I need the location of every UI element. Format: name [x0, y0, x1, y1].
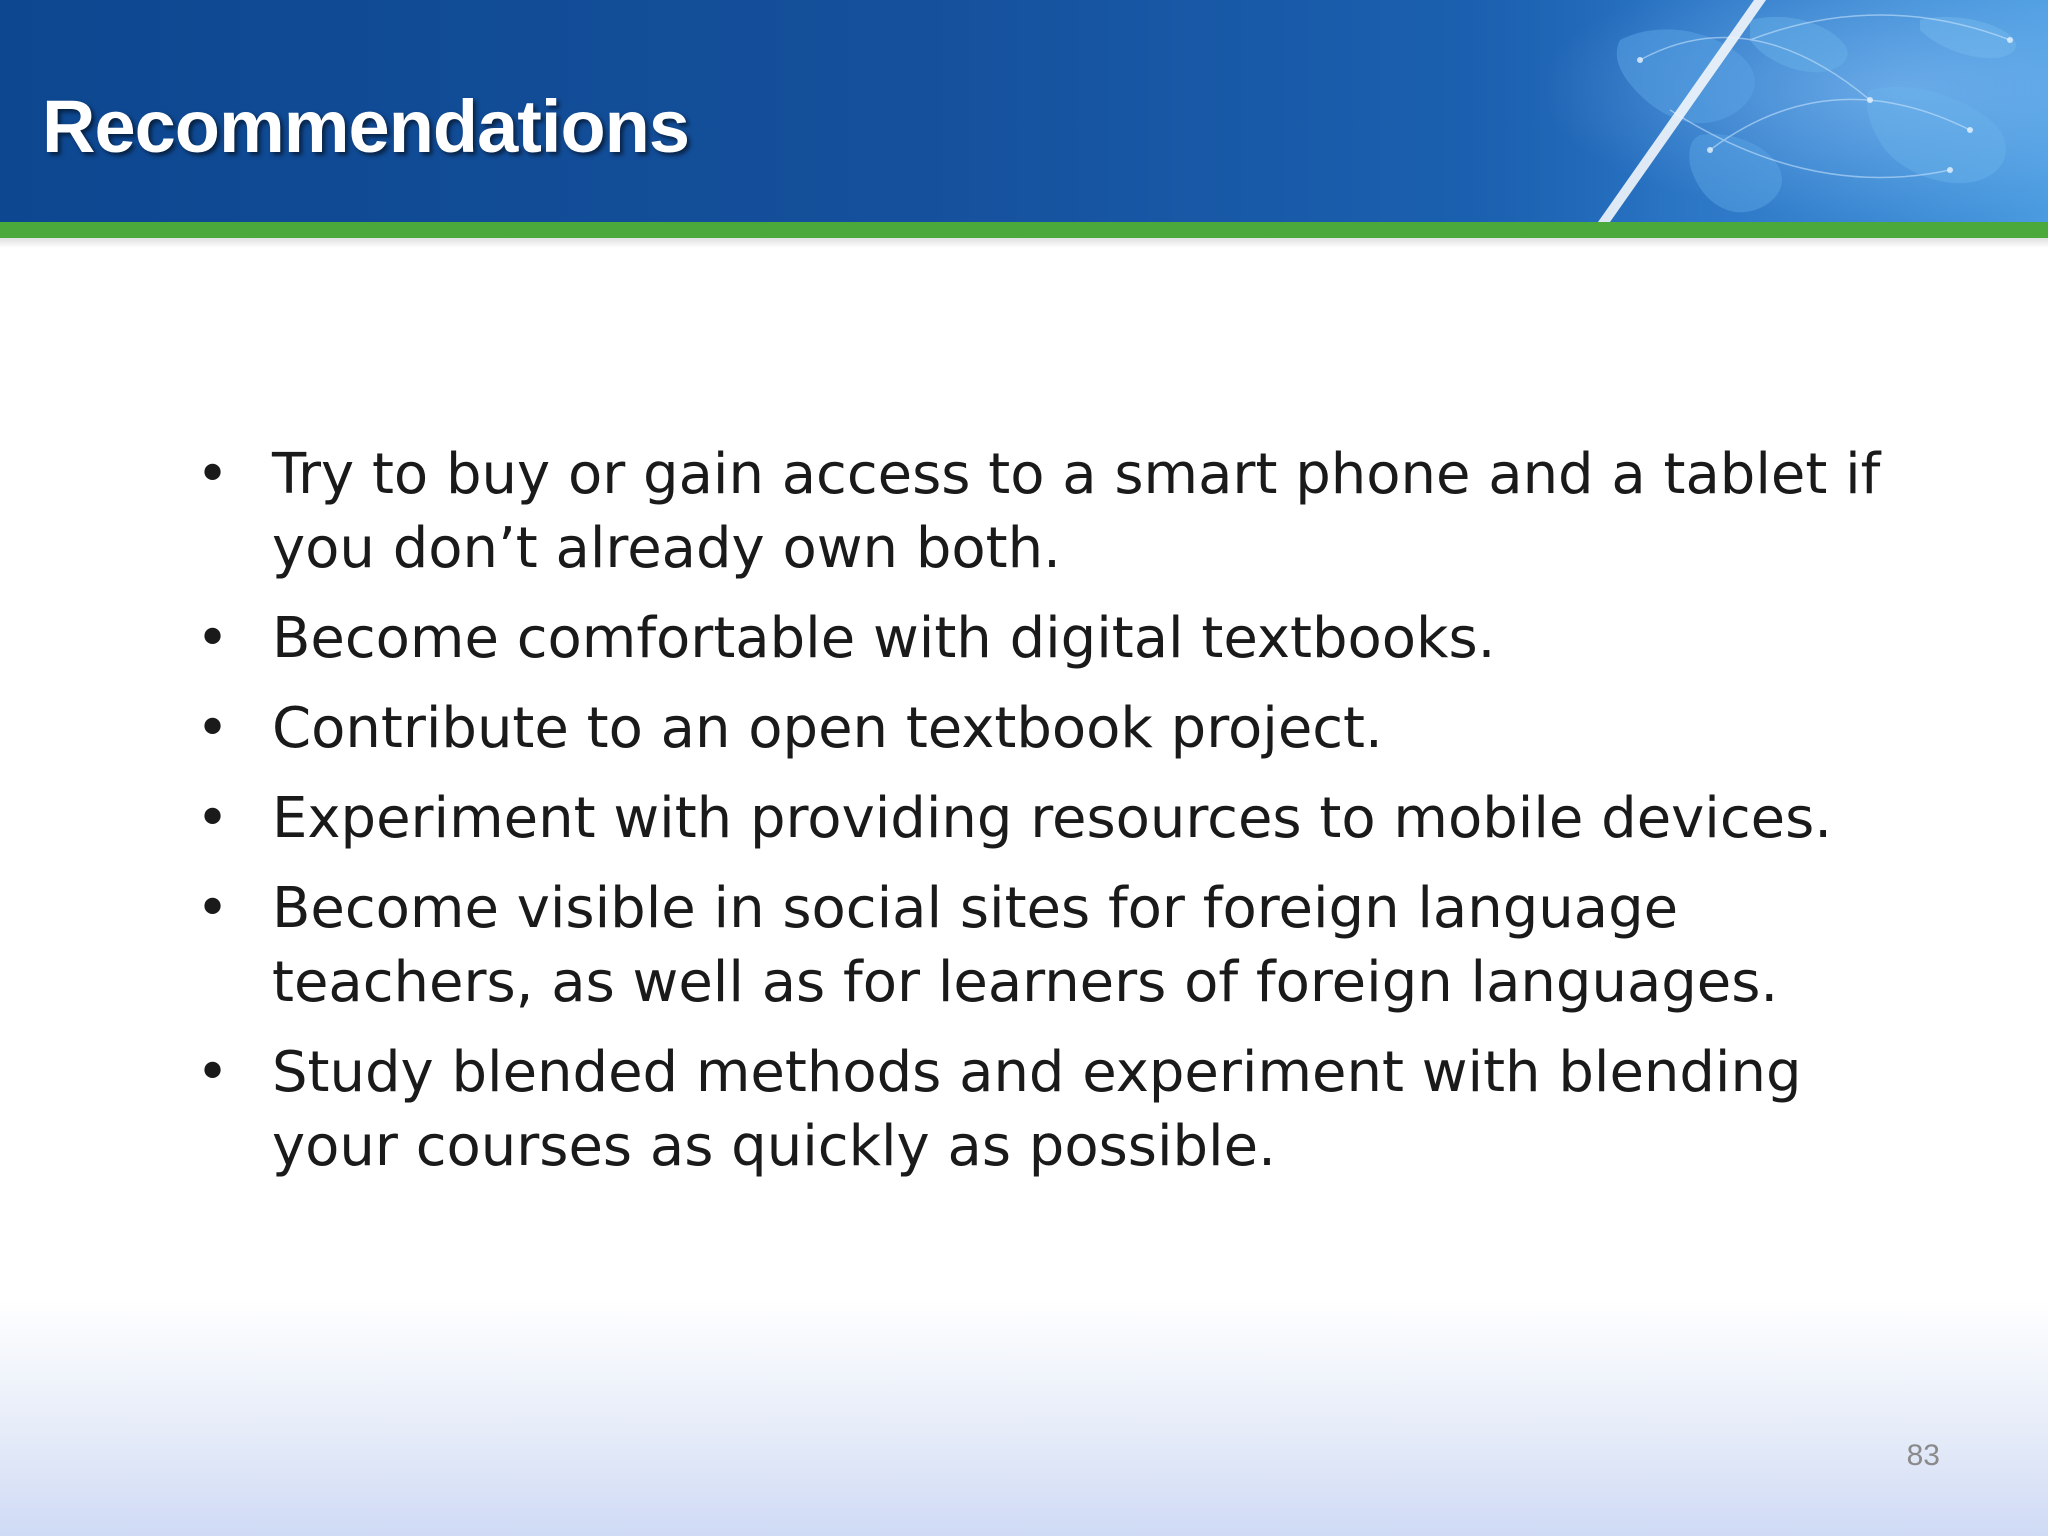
bullet-item [190, 1036, 1890, 1184]
bullet-item [190, 872, 1890, 1020]
globe-map-icon [1450, 0, 2048, 222]
bullet-item [190, 692, 1890, 766]
bullet-text: Become visible in social sites for foreign language teachers, as well as for learners of foreign languages. [272, 876, 1779, 1015]
bullet-text: Experiment with providing resources to mobile devices. [272, 786, 1833, 851]
bullet-text: Try to buy or gain access to a smart phone and a tablet if you don’t already own both. [272, 442, 1881, 581]
bullet-text: Contribute to an open textbook project. [272, 696, 1383, 761]
bullet-list [190, 438, 1890, 1200]
bullet-text: Become comfortable with digital textbooks. [272, 606, 1496, 671]
bullet-item [190, 782, 1890, 856]
bullet-dot: • [196, 876, 230, 941]
bullet-dot: • [196, 696, 230, 761]
bullet-dot: • [196, 786, 230, 851]
header-shadow [0, 238, 2048, 248]
bullet-item [190, 438, 1890, 586]
bullet-dot: • [196, 1040, 230, 1105]
header-accent-stripe [0, 222, 2048, 238]
bullet-dot: • [196, 606, 230, 671]
bullet-dot: • [196, 442, 230, 507]
bullet-item [190, 602, 1890, 676]
header-banner [0, 0, 2048, 222]
bullet-text: Study blended methods and experiment with blending your courses as quickly as possible. [272, 1040, 1802, 1179]
slide-title: Recommendations [42, 85, 690, 168]
page-number: 83 [1906, 1439, 1940, 1472]
